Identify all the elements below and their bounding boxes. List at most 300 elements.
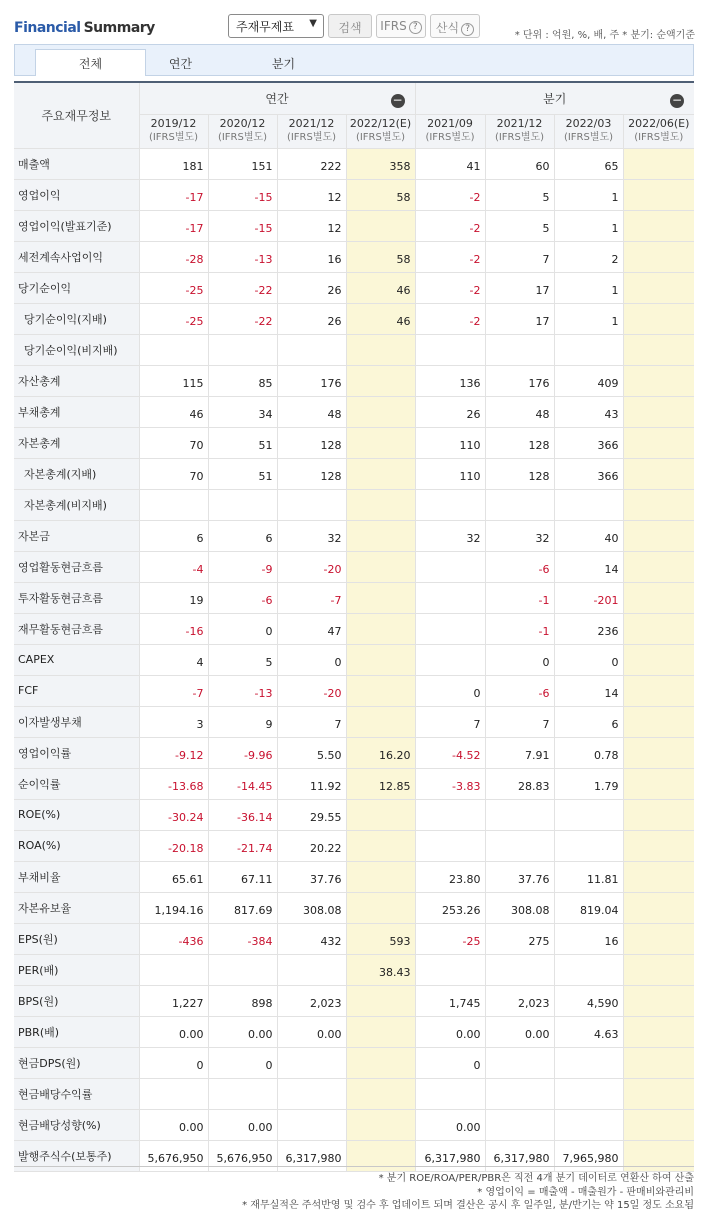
table-cell — [277, 1109, 346, 1140]
table-cell — [623, 427, 694, 458]
table-cell — [623, 799, 694, 830]
table-cell: 0.00 — [208, 1109, 277, 1140]
table-cell: 6,317,980 — [415, 1140, 485, 1171]
table-cell — [623, 923, 694, 954]
table-cell: -7 — [277, 582, 346, 613]
table-cell — [623, 985, 694, 1016]
table-row — [14, 148, 694, 179]
table-cell: -201 — [554, 582, 623, 613]
table-cell: -2 — [415, 272, 485, 303]
table-cell: 128 — [277, 427, 346, 458]
table-row — [14, 985, 694, 1016]
table-cell: 115 — [139, 365, 208, 396]
table-cell — [415, 489, 485, 520]
table-cell: 16 — [554, 923, 623, 954]
table-cell: 5 — [485, 210, 554, 241]
table-cell: -30.24 — [139, 799, 208, 830]
table-cell: 4,590 — [554, 985, 623, 1016]
table-cell: 14 — [554, 675, 623, 706]
table-cell — [346, 892, 415, 923]
table-cell — [623, 365, 694, 396]
table-cell: 0 — [554, 644, 623, 675]
table-cell: 176 — [485, 365, 554, 396]
table-cell: 46 — [346, 303, 415, 334]
table-cell: 12 — [277, 210, 346, 241]
annual-group-label: 연간 — [265, 91, 289, 106]
row-label: 현금DPS(원) — [14, 1047, 139, 1078]
table-cell: 26 — [277, 272, 346, 303]
table-cell: -17 — [139, 210, 208, 241]
row-label: 세전계속사업이익 — [14, 241, 139, 272]
table-cell: -384 — [208, 923, 277, 954]
table-cell — [346, 458, 415, 489]
table-cell: 12 — [277, 179, 346, 210]
table-cell: 65 — [554, 148, 623, 179]
column-period: 2022/03 — [565, 117, 612, 130]
question-circle-icon: ? — [461, 23, 474, 36]
row-label: 현금배당성향(%) — [14, 1109, 139, 1140]
table-cell: 26 — [277, 303, 346, 334]
table-cell: 46 — [139, 396, 208, 427]
table-cell: -1 — [485, 613, 554, 644]
table-row — [14, 365, 694, 396]
table-cell: 38.43 — [346, 954, 415, 985]
table-cell — [415, 644, 485, 675]
table-cell: -1 — [485, 582, 554, 613]
table-cell — [554, 799, 623, 830]
table-cell: 17 — [485, 303, 554, 334]
table-cell: -9.12 — [139, 737, 208, 768]
table-cell — [623, 148, 694, 179]
period-tab-bar — [14, 44, 694, 76]
row-label: 당기순이익(비지배) — [14, 334, 139, 365]
row-label: ROA(%) — [14, 830, 139, 861]
table-cell: 48 — [485, 396, 554, 427]
table-cell: 0 — [415, 1047, 485, 1078]
row-label: FCF — [14, 675, 139, 706]
table-row — [14, 768, 694, 799]
table-cell — [623, 613, 694, 644]
table-row — [14, 644, 694, 675]
table-cell: -22 — [208, 303, 277, 334]
column-basis: (IFRS별도) — [563, 132, 614, 143]
table-cell: 6,317,980 — [485, 1140, 554, 1171]
table-row — [14, 551, 694, 582]
table-cell: 0.00 — [415, 1016, 485, 1047]
row-label: 영업활동현금흐름 — [14, 551, 139, 582]
financial-summary-table — [14, 81, 694, 1172]
table-cell: 0 — [139, 1047, 208, 1078]
minus-circle-icon[interactable]: − — [392, 93, 403, 107]
table-cell: 819.04 — [554, 892, 623, 923]
table-cell — [346, 644, 415, 675]
table-cell — [277, 334, 346, 365]
table-cell — [485, 830, 554, 861]
row-label: 재무활동현금흐름 — [14, 613, 139, 644]
table-cell: 366 — [554, 458, 623, 489]
table-cell: 51 — [208, 458, 277, 489]
row-label: 부채총계 — [14, 396, 139, 427]
table-cell — [623, 334, 694, 365]
row-label: 발행주식수(보통주) — [14, 1140, 139, 1171]
footnote: * 분기 ROE/ROA/PER/PBR은 직전 4개 분기 데이터로 연환산 하여 산출 — [378, 1173, 694, 1184]
table-cell: 432 — [277, 923, 346, 954]
table-cell: -25 — [415, 923, 485, 954]
table-cell: -25 — [139, 272, 208, 303]
table-cell — [554, 1078, 623, 1109]
table-row — [14, 923, 694, 954]
table-cell — [623, 582, 694, 613]
table-cell: -6 — [208, 582, 277, 613]
row-label: 영업이익률 — [14, 737, 139, 768]
table-cell: -9.96 — [208, 737, 277, 768]
table-row — [14, 396, 694, 427]
table-cell — [277, 954, 346, 985]
table-cell — [346, 365, 415, 396]
table-cell — [346, 396, 415, 427]
table-cell — [554, 954, 623, 985]
tab-quarter[interactable]: 분기 — [271, 57, 296, 71]
column-period: 2021/12 — [288, 117, 335, 130]
table-cell — [415, 551, 485, 582]
table-cell — [485, 489, 554, 520]
table-cell: -14.45 — [208, 768, 277, 799]
table-row — [14, 1047, 694, 1078]
row-label: PBR(배) — [14, 1016, 139, 1047]
table-cell — [485, 954, 554, 985]
table-cell — [623, 737, 694, 768]
table-cell: 4 — [139, 644, 208, 675]
table-cell: -16 — [139, 613, 208, 644]
row-label: 자본유보율 — [14, 892, 139, 923]
table-cell — [623, 644, 694, 675]
table-cell — [623, 675, 694, 706]
table-cell: 128 — [485, 458, 554, 489]
table-row — [14, 861, 694, 892]
table-cell: 0.00 — [139, 1016, 208, 1047]
table-cell: 5 — [485, 179, 554, 210]
formula-label: 산식 — [435, 21, 460, 35]
table-cell: -2 — [415, 241, 485, 272]
table-cell: -36.14 — [208, 799, 277, 830]
table-cell: 1.79 — [554, 768, 623, 799]
row-label: EPS(원) — [14, 923, 139, 954]
table-cell — [346, 334, 415, 365]
quarter-group-header — [415, 82, 694, 114]
annual-group-header — [139, 82, 415, 114]
table-cell — [346, 706, 415, 737]
question-circle-icon: ? — [409, 21, 422, 34]
ifrs-label: IFRS — [380, 19, 407, 33]
table-cell: 1,227 — [139, 985, 208, 1016]
column-period: 2020/12 — [219, 117, 266, 130]
table-cell: -17 — [139, 179, 208, 210]
table-row — [14, 303, 694, 334]
table-cell: 0.00 — [139, 1109, 208, 1140]
table-cell — [346, 551, 415, 582]
table-cell: 128 — [485, 427, 554, 458]
column-header — [277, 114, 346, 148]
table-cell — [485, 1109, 554, 1140]
table-cell: 136 — [415, 365, 485, 396]
table-cell — [623, 303, 694, 334]
table-cell: 7.91 — [485, 737, 554, 768]
table-cell — [346, 1109, 415, 1140]
page-title-part1: Financial — [14, 20, 81, 36]
table-row — [14, 675, 694, 706]
table-cell — [623, 520, 694, 551]
table-cell: -4 — [139, 551, 208, 582]
table-cell — [415, 582, 485, 613]
row-label: 당기순이익(지배) — [14, 303, 139, 334]
row-label: 이자발생부채 — [14, 706, 139, 737]
table-cell: 0 — [277, 644, 346, 675]
table-cell: 358 — [346, 148, 415, 179]
table-cell — [485, 334, 554, 365]
table-row — [14, 179, 694, 210]
search-button[interactable]: 검색 — [328, 14, 372, 38]
table-cell: 7 — [485, 241, 554, 272]
table-cell: 409 — [554, 365, 623, 396]
table-cell — [623, 210, 694, 241]
table-cell — [623, 1109, 694, 1140]
table-cell — [277, 1078, 346, 1109]
table-cell: -2 — [415, 210, 485, 241]
table-cell: 0.00 — [277, 1016, 346, 1047]
table-cell — [346, 861, 415, 892]
row-header-label: 주요재무정보 — [14, 82, 139, 148]
table-cell: 58 — [346, 179, 415, 210]
table-cell: 0.00 — [208, 1016, 277, 1047]
table-cell: 32 — [485, 520, 554, 551]
column-header — [415, 114, 485, 148]
table-cell: 236 — [554, 613, 623, 644]
statement-type-select[interactable] — [228, 14, 324, 38]
formula-help-button[interactable] — [430, 14, 480, 38]
table-row — [14, 334, 694, 365]
table-cell — [623, 768, 694, 799]
table-cell — [346, 489, 415, 520]
table-cell: 593 — [346, 923, 415, 954]
column-header — [139, 114, 208, 148]
table-cell: 1,194.16 — [139, 892, 208, 923]
table-cell: 2 — [554, 241, 623, 272]
table-cell — [277, 1047, 346, 1078]
column-header — [208, 114, 277, 148]
table-cell: 11.81 — [554, 861, 623, 892]
column-basis: (IFRS별도) — [217, 132, 268, 143]
column-period: 2021/09 — [427, 117, 473, 130]
table-cell: 0.00 — [415, 1109, 485, 1140]
column-header — [346, 114, 415, 148]
table-cell: 26 — [415, 396, 485, 427]
table-cell: 19 — [139, 582, 208, 613]
row-label: 영업이익 — [14, 179, 139, 210]
tab-all[interactable]: 전체 — [35, 49, 146, 76]
row-label: 자본총계(비지배) — [14, 489, 139, 520]
table-cell — [485, 1047, 554, 1078]
table-cell — [415, 1078, 485, 1109]
table-cell — [554, 1109, 623, 1140]
table-row — [14, 737, 694, 768]
column-basis: (IFRS별도) — [355, 132, 406, 143]
table-cell: 32 — [277, 520, 346, 551]
table-cell: 128 — [277, 458, 346, 489]
table-row — [14, 458, 694, 489]
table-cell — [346, 1047, 415, 1078]
table-cell: -20 — [277, 551, 346, 582]
table-cell — [346, 1016, 415, 1047]
table-cell: 308.08 — [277, 892, 346, 923]
table-cell: 6,317,980 — [277, 1140, 346, 1171]
table-cell: 11.92 — [277, 768, 346, 799]
table-cell: 7,965,980 — [554, 1140, 623, 1171]
table-cell — [277, 489, 346, 520]
table-cell — [623, 489, 694, 520]
table-cell: 7 — [485, 706, 554, 737]
table-cell: 0 — [485, 644, 554, 675]
table-cell — [139, 334, 208, 365]
table-cell: 16 — [277, 241, 346, 272]
top-bar — [0, 0, 707, 44]
footnote: * 재무실적은 주석반영 및 검수 후 업데이트 되며 결산은 공시 후 일주일, 분/반기는 약 15일 정도 소요됨 — [242, 1200, 694, 1211]
row-label: CAPEX — [14, 644, 139, 675]
table-cell — [623, 830, 694, 861]
table-cell: 1 — [554, 210, 623, 241]
table-cell: -25 — [139, 303, 208, 334]
table-cell: 34 — [208, 396, 277, 427]
chevron-down-icon: ▼ — [309, 18, 317, 29]
tab-annual[interactable]: 연간 — [168, 57, 193, 71]
table-cell — [346, 427, 415, 458]
table-cell — [623, 1016, 694, 1047]
table-cell: 41 — [415, 148, 485, 179]
minus-circle-icon[interactable]: − — [671, 93, 683, 107]
table-cell — [623, 272, 694, 303]
table-cell — [208, 334, 277, 365]
table-cell — [485, 799, 554, 830]
table-row — [14, 1078, 694, 1109]
table-row — [14, 1016, 694, 1047]
table-cell — [346, 675, 415, 706]
table-cell: 151 — [208, 148, 277, 179]
column-header — [554, 114, 623, 148]
table-cell — [623, 1078, 694, 1109]
unit-note: * 단위 : 억원, %, 배, 주 * 분기: 순액기준 — [514, 30, 695, 41]
row-label: 자본금 — [14, 520, 139, 551]
table-cell: -21.74 — [208, 830, 277, 861]
row-label: 영업이익(발표기준) — [14, 210, 139, 241]
page-title-part2: Summary — [83, 20, 155, 36]
table-cell — [346, 210, 415, 241]
table-cell — [208, 489, 277, 520]
footnote: * 영업이익 = 매출액 - 매출원가 - 판매비와관리비 — [477, 1186, 694, 1198]
table-cell — [346, 613, 415, 644]
table-cell: 17 — [485, 272, 554, 303]
table-cell: 4.63 — [554, 1016, 623, 1047]
table-cell: 275 — [485, 923, 554, 954]
table-cell: 60 — [485, 148, 554, 179]
table-cell — [139, 954, 208, 985]
table-cell: -13.68 — [139, 768, 208, 799]
table-cell — [623, 179, 694, 210]
table-cell — [346, 1078, 415, 1109]
table-cell: -7 — [139, 675, 208, 706]
table-cell — [623, 861, 694, 892]
table-cell — [623, 1047, 694, 1078]
row-label: 순이익률 — [14, 768, 139, 799]
column-basis: (IFRS별도) — [634, 132, 684, 143]
table-cell — [139, 489, 208, 520]
table-cell: 16.20 — [346, 737, 415, 768]
row-label: 매출액 — [14, 148, 139, 179]
table-cell: 46 — [346, 272, 415, 303]
table-cell — [554, 1047, 623, 1078]
page-title — [14, 20, 155, 36]
quarter-group-label: 분기 — [543, 91, 567, 106]
table-row — [14, 272, 694, 303]
table-row — [14, 427, 694, 458]
table-cell: -15 — [208, 210, 277, 241]
table-row — [14, 799, 694, 830]
column-period: 2022/06(E) — [628, 117, 690, 130]
table-cell: 5 — [208, 644, 277, 675]
table-row — [14, 613, 694, 644]
column-header — [485, 114, 554, 148]
footer-divider — [14, 1166, 694, 1167]
table-cell: 58 — [346, 241, 415, 272]
row-label: 자본총계 — [14, 427, 139, 458]
row-label: BPS(원) — [14, 985, 139, 1016]
table-cell — [208, 954, 277, 985]
table-cell — [415, 799, 485, 830]
row-label: 부채비율 — [14, 861, 139, 892]
table-cell: 110 — [415, 427, 485, 458]
table-cell: -2 — [415, 179, 485, 210]
table-cell: 253.26 — [415, 892, 485, 923]
table-cell: -13 — [208, 241, 277, 272]
table-cell — [346, 985, 415, 1016]
column-basis: (IFRS별도) — [286, 132, 337, 143]
table-cell: 0.00 — [485, 1016, 554, 1047]
table-cell: 0.78 — [554, 737, 623, 768]
table-cell — [415, 334, 485, 365]
table-cell: 1,745 — [415, 985, 485, 1016]
row-label: 당기순이익 — [14, 272, 139, 303]
table-cell: -2 — [415, 303, 485, 334]
ifrs-help-button[interactable] — [376, 14, 426, 38]
table-cell: -13 — [208, 675, 277, 706]
column-basis: (IFRS별도) — [148, 132, 199, 143]
table-cell: -3.83 — [415, 768, 485, 799]
table-cell: 366 — [554, 427, 623, 458]
table-cell — [415, 954, 485, 985]
table-cell: 110 — [415, 458, 485, 489]
table-cell — [346, 520, 415, 551]
table-cell: 67.11 — [208, 861, 277, 892]
table-cell: 12.85 — [346, 768, 415, 799]
table-cell: -20.18 — [139, 830, 208, 861]
table-cell: -4.52 — [415, 737, 485, 768]
column-header — [623, 114, 694, 148]
column-period: 2019/12 — [150, 117, 197, 130]
table-cell: 48 — [277, 396, 346, 427]
table-cell: 0 — [208, 613, 277, 644]
table-cell: 65.61 — [139, 861, 208, 892]
table-cell — [554, 334, 623, 365]
table-row — [14, 830, 694, 861]
table-cell: 898 — [208, 985, 277, 1016]
